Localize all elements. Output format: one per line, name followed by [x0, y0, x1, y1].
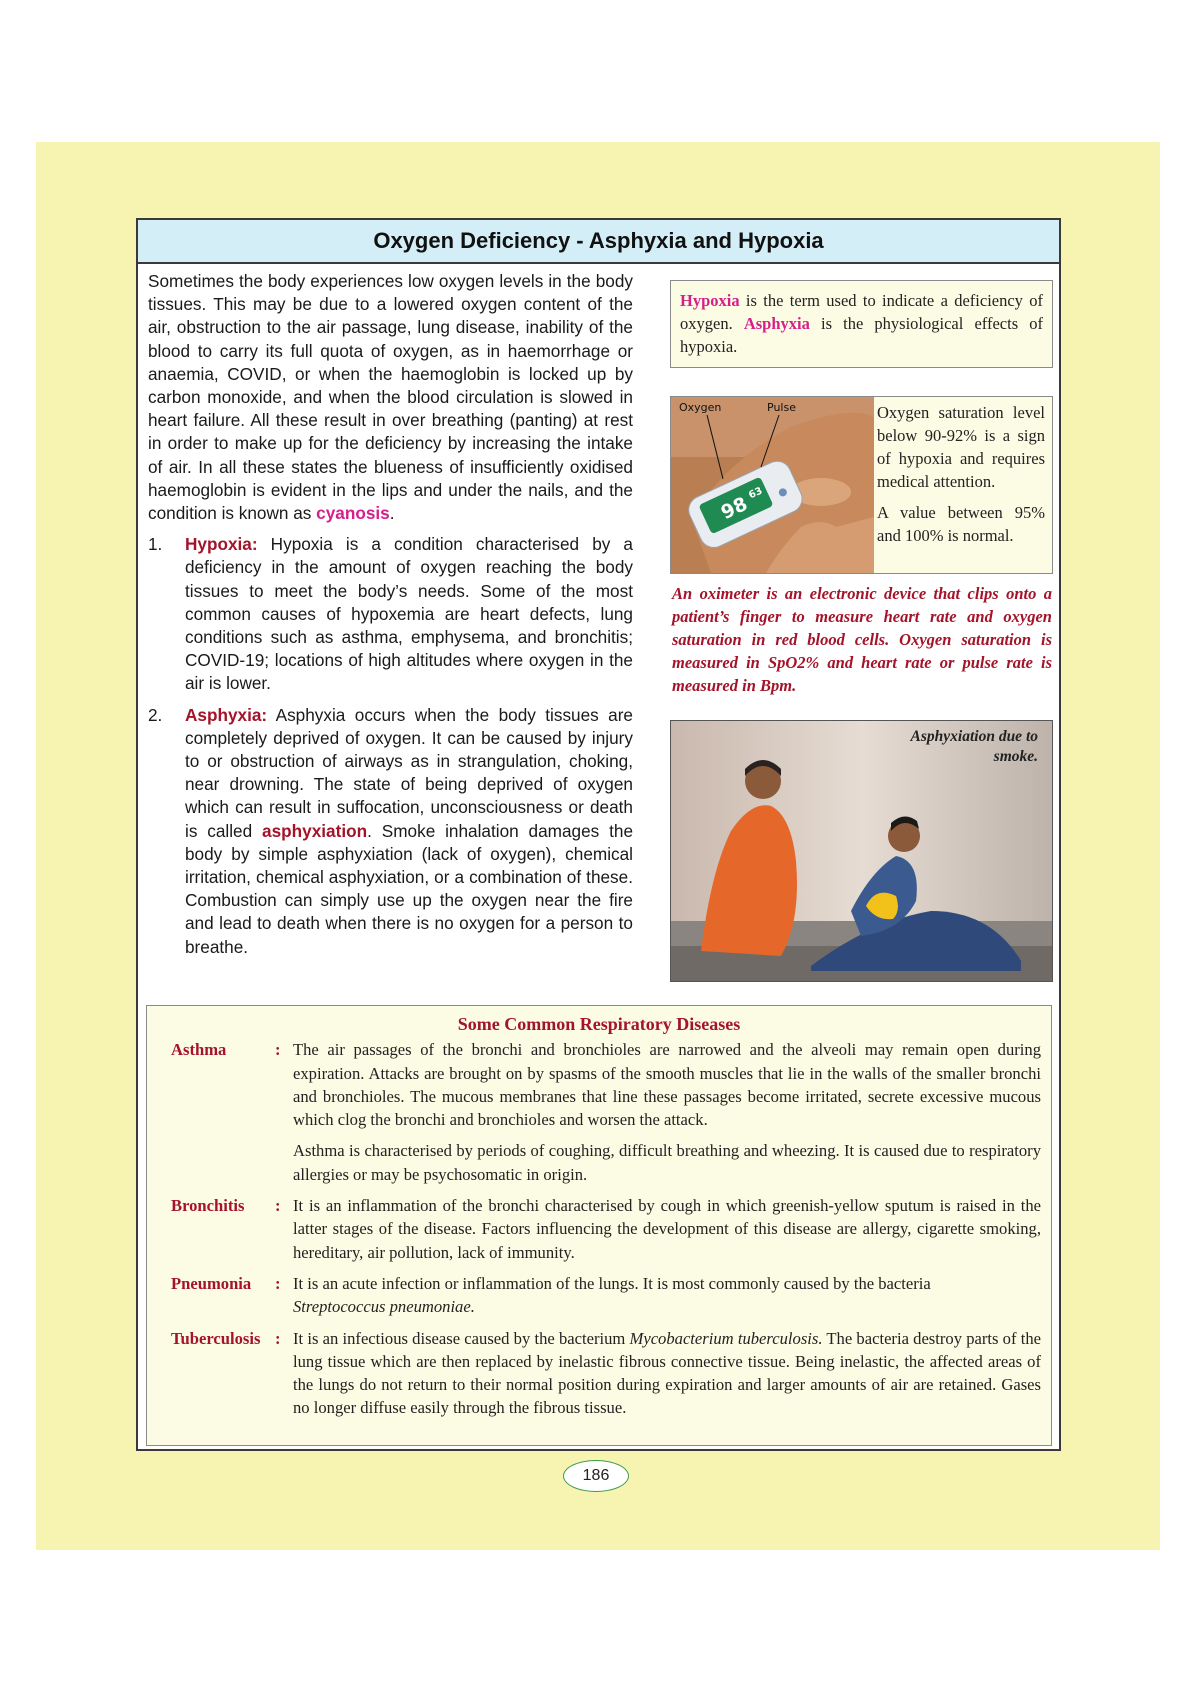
- tuberculosis-paragraph: [293, 1327, 1041, 1420]
- oximeter-box: [670, 396, 1053, 574]
- intro-paragraph: [148, 270, 633, 525]
- disease-term: Asthma: [171, 1040, 227, 1060]
- hypoxia-text: Hypoxia is a condition characterised by a deficiency in the amount of oxygen reaching the body tissues to meet the body’s needs. Some of the most common causes of hypoxemia are heart defects, lung conditions such as asthma, emphysema, and bronchitis; COVID-19; locations of high altitudes where oxygen in the air is lower.: [185, 534, 633, 694]
- asphyxia-text: Asphyxia occurs when the body tissues are completely deprived of oxygen. It can be caused by injury to or obstruction of airways as in strangulation, choking, near drowning. The state of being deprived of oxygen which can result in suffocation, unconsciousness or death is called: [185, 704, 633, 841]
- oximeter-pulse-reading: 63: [747, 485, 765, 502]
- disease-term: Bronchitis: [171, 1196, 245, 1216]
- note-text-1: is the term used to indicate a deficiency of oxygen.: [680, 291, 1043, 333]
- oximeter-illustration: [671, 397, 874, 573]
- list-number: 2.: [148, 704, 163, 725]
- note-term-asphyxia: Asphyxia: [743, 314, 810, 333]
- label-oxygen: Oxygen: [679, 401, 722, 414]
- label-pulse: Pulse: [767, 401, 796, 414]
- intro-text-end: .: [389, 503, 395, 524]
- oximeter-spo2-reading: 98: [717, 492, 751, 524]
- content-frame: [136, 218, 1061, 1451]
- oximeter-caption: An oximeter is an electronic device that clips onto a patient’s finger to measure heart rate and oxygen saturation in red blood cells. Oxygen saturation is measured in SpO2% and heart rate or pulse rate is measured in Bpm.: [672, 584, 1052, 695]
- tuberculosis-bacteria: Mycobacterium tuberculosis.: [629, 1328, 823, 1348]
- photo-caption: Asphyxiation due to smoke.: [910, 728, 1038, 765]
- asphyxiation-photo: [670, 720, 1053, 982]
- disease-body: [293, 1272, 1041, 1319]
- page-title: Oxygen Deficiency - Asphyxia and Hypoxia: [138, 220, 1059, 264]
- disease-term: Tuberculosis: [171, 1328, 261, 1348]
- term-cyanosis: cyanosis: [316, 503, 390, 524]
- disease-term: Pneumonia: [171, 1273, 252, 1293]
- note-term-hypoxia: Hypoxia: [680, 291, 740, 310]
- term-asphyxia: Asphyxia:: [185, 704, 268, 725]
- list-item-asphyxia: [148, 704, 633, 959]
- tuberculosis-text-b: The bacteria destroy parts of the lung tissue which are then replaced by inelastic fibrous connective tissue. Being inelastic, the affected areas of the lungs do not return to their normal position during expiration and larger amounts of air are retained. Gases no longer diffuse easily through the fibrous tissue.: [293, 1328, 1041, 1418]
- oximeter-text-1: Oxygen saturation level below 90-92% is a sign of hypoxia and requires medical attention.: [877, 403, 1045, 491]
- pneumonia-text: It is an acute infection or inflammation of the lungs. It is most commonly caused by the bacteria: [293, 1273, 931, 1293]
- term-hypoxia: Hypoxia:: [185, 534, 258, 555]
- disease-body: [293, 1038, 1041, 1186]
- disease-body: [293, 1194, 1041, 1264]
- disease-asthma: [147, 1038, 1051, 1186]
- page-number: 186: [563, 1460, 629, 1492]
- disease-colon: :: [275, 1196, 281, 1216]
- pneumonia-bacteria: Streptococcus pneumoniae.: [293, 1297, 475, 1317]
- definition-note-box: [670, 280, 1053, 368]
- term-asphyxiation: asphyxiation: [262, 820, 368, 841]
- disease-tuberculosis: [147, 1327, 1051, 1420]
- bronchitis-paragraph: It is an inflammation of the bronchi characterised by cough in which greenish-yellow sputum is raised in the latter stages of the disease. Factors influencing the development of this disease are allergy, cigarette smoking, hereditary, air pollution, lack of immunity.: [293, 1196, 1041, 1262]
- list-item-hypoxia: [148, 533, 633, 695]
- disease-colon: :: [275, 1040, 281, 1060]
- tuberculosis-text-a: It is an infectious disease caused by the bacterium: [293, 1328, 630, 1348]
- respiratory-diseases-box: [146, 1005, 1052, 1446]
- disease-colon: :: [275, 1328, 281, 1348]
- pneumonia-paragraph: [293, 1272, 1041, 1319]
- oximeter-text-2: A value between 95% and 100% is normal.: [877, 503, 1045, 545]
- diseases-title: Some Common Respiratory Diseases: [457, 1014, 741, 1034]
- asphyxia-text-end: . Smoke inhalation damages the body by simple asphyxiation (lack of oxygen), chemical irritation, chemical asphyxiation, or a combination of these. Combustion can simply use up the oxygen near the fire and lead to death when there is no oxygen for a person to breathe.: [185, 820, 633, 957]
- disease-bronchitis: [147, 1194, 1051, 1264]
- list-body: [185, 704, 633, 959]
- main-text-column: [148, 270, 633, 967]
- disease-colon: :: [275, 1273, 281, 1293]
- oximeter-text: [877, 401, 1045, 555]
- note-text-2: is the physiological effects of hypoxia.: [680, 314, 1044, 356]
- disease-pneumonia: [147, 1272, 1051, 1319]
- disease-body: [293, 1327, 1041, 1420]
- list-body: [185, 533, 633, 695]
- list-number: 1.: [148, 534, 163, 555]
- asthma-paragraph-2: Asthma is characterised by periods of coughing, difficult breathing and wheezing. It is caused due to respiratory allergies or may be psychosomatic in origin.: [293, 1141, 1041, 1184]
- intro-text: Sometimes the body experiences low oxygen levels in the body tissues. This may be due to a lowered oxygen content of the air, obstruction to the air passage, lung disease, inability of the blood to carry its full quota of oxygen, as in haemorrhage or anaemia, COVID, or when the haemoglobin is locked up by carbon monoxide, and when the blood circulation is slowed in heart failure. All these result in over breathing (panting) at rest in order to make up for the deficiency by increasing the intake of air. In all these states the blueness of insufficiently oxidised haemoglobin is evident in the lips and under the nails, and the condition is known as: [148, 271, 633, 524]
- asthma-paragraph-1: The air passages of the bronchi and bronchioles are narrowed and the alveoli may remain open during expiration. Attacks are brought on by spasms of the smooth muscles that lie in the walls of the smaller bronchi and bronchioles. The mucous membranes that line these passages become irritated, secrete excessive mucous which clog the bronchi and bronchioles and worsen the attack.: [293, 1040, 1041, 1130]
